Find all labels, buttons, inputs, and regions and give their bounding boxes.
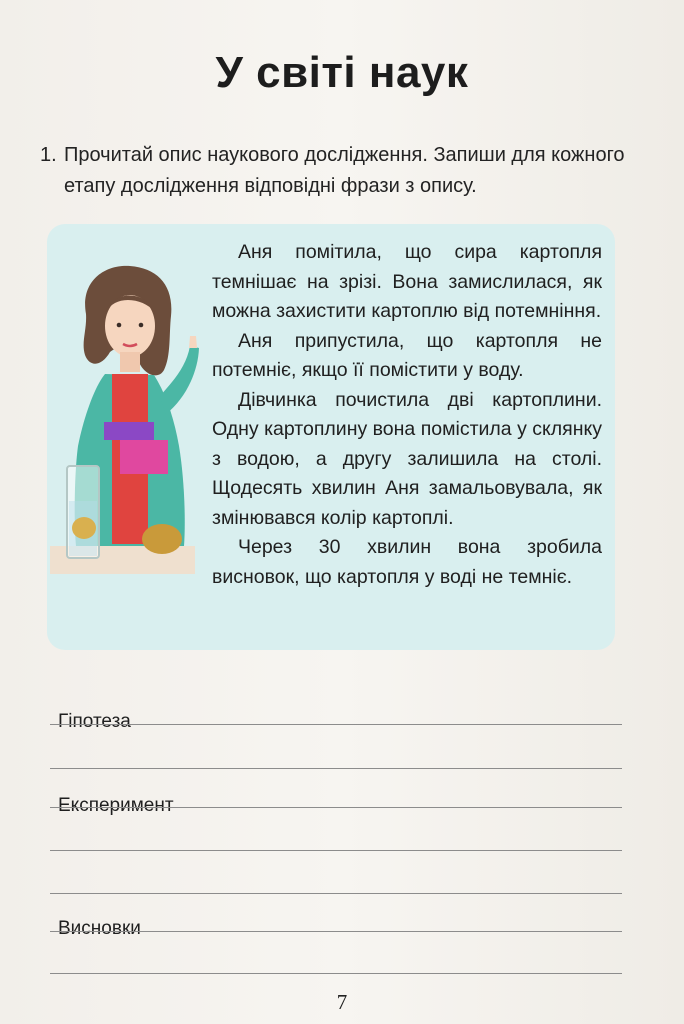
neck-icon [120, 352, 140, 372]
conclusions-line-2[interactable] [50, 973, 622, 974]
story-paragraph-experiment: Дівчинка почистила дві картоплини. Одну картоплину вона помістила у склянку з водою, а другу залишила на столі. Щодесять хвилин Аня замальовувала, як змінювався колір картоплі. [212, 388, 602, 529]
story-paragraph-hypothesis: Аня припустила, що картопля не потемніє, якщо її помістити у воду. [212, 329, 602, 381]
submerged-potato-icon [72, 517, 96, 539]
story-paragraph-observation: Аня помітила, що сира картопля темнішає на зрізі. Вона замислилася, як можна захистити картоплю від потемніння. [212, 241, 602, 322]
experiment-line-3[interactable] [50, 893, 622, 894]
hypothesis-line-2[interactable] [50, 768, 622, 769]
story-paragraph-conclusion: Через 30 хвилин вона зробила висновок, що картопля у воді не темніє. [212, 536, 602, 588]
task-number: 1. [40, 144, 57, 166]
experiment-line-1[interactable] [50, 807, 622, 808]
left-eye-icon [117, 323, 122, 328]
hypothesis-label: Гіпотеза [58, 711, 131, 732]
story-text [212, 238, 602, 592]
hand-icon [189, 336, 197, 348]
page-number: 7 [336, 990, 348, 1014]
hypothesis-line-1[interactable] [50, 724, 622, 725]
girl-scientist-illustration [50, 256, 210, 586]
right-eye-icon [139, 323, 144, 328]
page-title: У світі наук [215, 48, 469, 97]
book-bottom-icon [120, 440, 168, 474]
conclusions-line-1[interactable] [50, 931, 622, 932]
task-text: Прочитай опис наукового дослідження. Запиши для кожного етапу дослідження відповідні фрази з опису. [64, 144, 625, 197]
conclusions-label: Висновки [58, 918, 141, 939]
experiment-line-2[interactable] [50, 850, 622, 851]
potato-icon [142, 524, 182, 554]
experiment-label: Експеримент [58, 795, 174, 816]
task-instruction [40, 140, 630, 202]
book-top-icon [104, 422, 154, 440]
